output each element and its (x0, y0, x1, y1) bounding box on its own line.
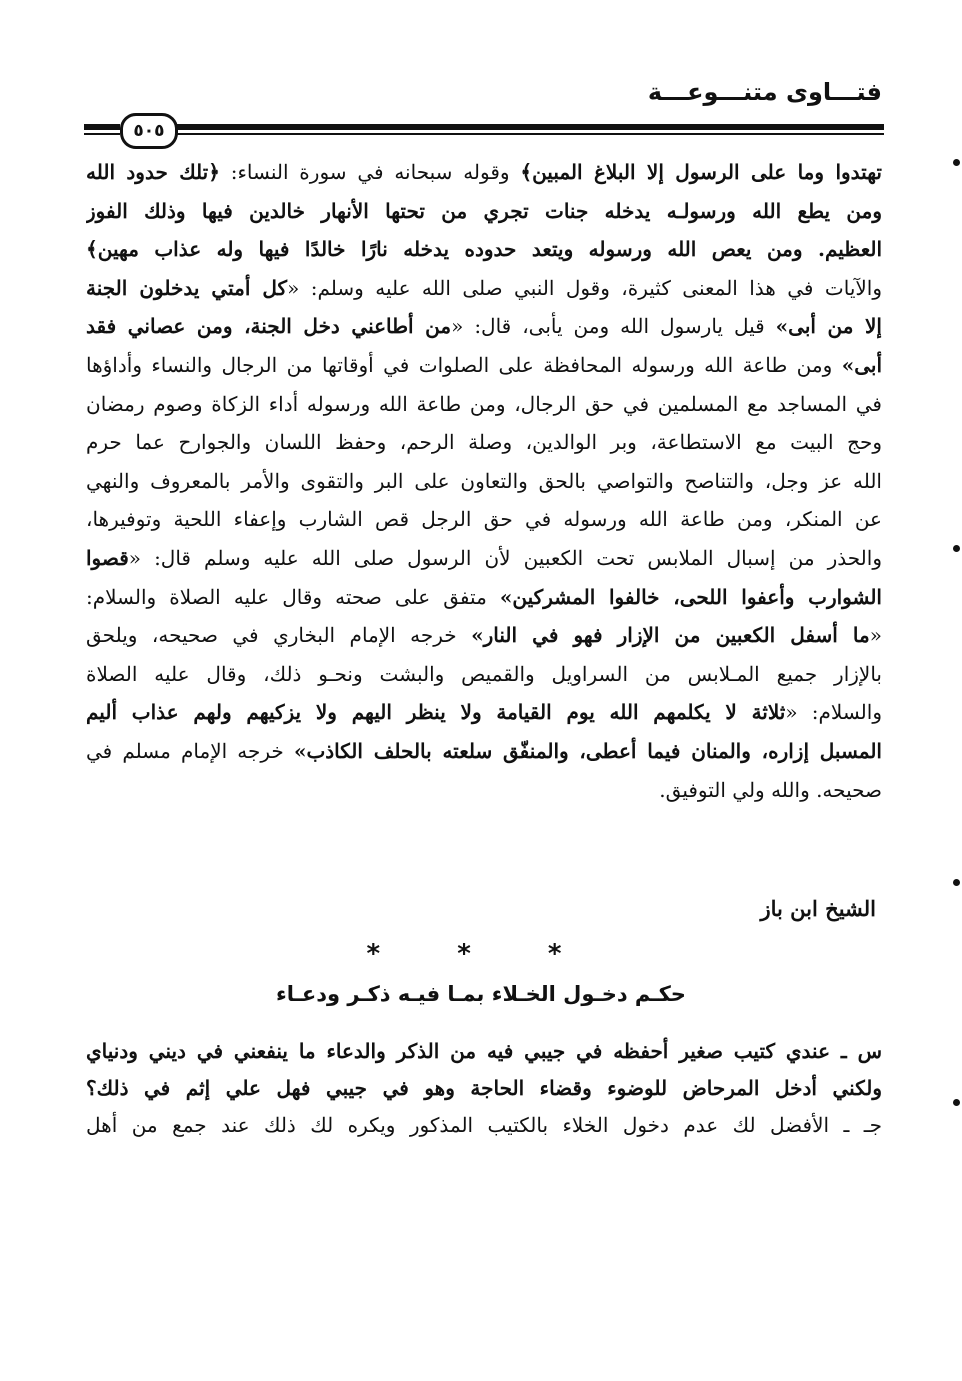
text-segment: وحج البيت مع الاستطاعة، وبر الوالدين، وصلة الرحم، وحفظ اللسان والجوارح عما حرم (86, 430, 882, 455)
header-rule-thick (172, 124, 884, 130)
text-segment: « (869, 623, 882, 648)
text-segment-bold: إلا من أبى» (775, 314, 882, 339)
text-segment-bold: من أطاعني دخل الجنة، ومن عصاني فقد (86, 314, 452, 339)
text-line (86, 1107, 882, 1144)
text-line (86, 385, 882, 424)
margin-dot (953, 159, 960, 166)
text-segment: متفق على صحته وقال عليه الصلاة والسلام: (86, 584, 500, 609)
text-segment-bold: كل أمتي يدخلون الجنة (86, 275, 288, 300)
text-segment: ومن طاعة الله ورسوله المحافظة على الصلوات في أوقاتها من الرجال والنساء وأداؤها (86, 352, 842, 377)
text-line (86, 578, 882, 617)
text-line (86, 192, 882, 231)
text-segment: خرجه الإمام البخاري في صحيحه، ويلحق (86, 623, 472, 648)
text-line (86, 230, 882, 269)
running-title: فتـــاوى متنـــوعـــة (647, 78, 882, 106)
text-line (86, 771, 882, 810)
text-segment: والسلام: « (785, 700, 882, 725)
text-segment-bold: المسبل إزاره، والمنان فيما أعطى، والمنفّق سلعته بالحلف الكاذب» (293, 738, 882, 763)
text-line (86, 732, 882, 771)
text-line (86, 153, 882, 192)
text-segment: قيل يارسول الله ومن يأبى، قال: « (451, 314, 776, 339)
text-segment-bold: ثلاثة لا يكلمهم الله يوم القيامة ولا ينظر اليهم ولا يزكيهم ولهم عذاب أليم (86, 700, 786, 725)
text-segment: عن المنكر، ومن طاعة الله ورسوله في حق الرجل قص الشارب وإعفاء اللحية وتوفيرها، (86, 507, 882, 532)
text-line (86, 500, 882, 539)
text-segment-bold: العظيم. ومن يعص الله ورسوله ويتعد حدوده يدخله نارًا خالدًا فيها وله عذاب مهين﴾ (86, 237, 882, 262)
text-segment: والآيات في هذا المعنى كثيرة، وقول النبي صلى الله عليه وسلم: « (287, 275, 882, 300)
text-segment: جـ ـ الأفضل لك عدم دخول الخلاء بالكتيب المذكور ويكره لك ذلك عند جمع من أهل (86, 1113, 882, 1137)
text-segment: في المساجد مع المسلمين في حق الرجال، ومن طاعة الله ورسوله أداء الزكاة وصوم رمضان (86, 391, 882, 416)
margin-dot (953, 545, 960, 552)
header-rule-thin (172, 133, 884, 135)
text-line (86, 307, 882, 346)
header-rule-left-thick (84, 124, 120, 130)
text-line (86, 616, 882, 655)
header-rule-left-thin (84, 133, 120, 135)
page-number-badge: ٥٠٥ (120, 113, 178, 149)
fatwa-body-text (86, 153, 882, 809)
text-segment-bold: تهتدوا وما على الرسول إلا البلاغ المبين﴾ (520, 160, 882, 184)
text-segment-bold: ﴿تلك حدود الله (86, 160, 220, 184)
text-line (86, 269, 882, 308)
margin-dot (953, 1099, 960, 1106)
text-line (86, 1033, 882, 1070)
text-segment-bold: قصوا (86, 545, 129, 570)
text-segment: وقوله سبحانه في سورة النساء: (219, 160, 521, 184)
text-segment-bold: ما أسفل الكعبين من الإزار فهو في النار» (471, 623, 870, 648)
text-segment-bold: ولكني أدخل المرحاض للوضوء وقضاء الحاجة وهو في جيبي فهل علي إثم في ذلك؟ (86, 1076, 882, 1100)
section-separator-stars: * * * (366, 939, 596, 969)
text-segment: الله عز وجل، والتناصح والتواصي بالحق والتعاون على البر والتقوى والأمر بالمعروف والنهي (86, 468, 882, 493)
text-line (86, 423, 882, 462)
question-answer-text (86, 1033, 882, 1144)
text-segment-bold: الشوارب وأعفوا اللحى، خالفوا المشركين» (499, 584, 882, 609)
text-line (86, 539, 882, 578)
text-segment: بالإزار جميع المـلابس من السراويل والقميص والبشت ونحـو ذلك، وقال عليه الصلاة (86, 661, 882, 686)
text-segment-bold: ومن يطع الله ورسولـه يدخله جنات تجري من تحتها الأنهار خالدين فيها وذلك الفوز (86, 198, 882, 223)
text-segment: صحيحه. والله ولي التوفيق. (659, 777, 882, 802)
text-segment-bold: س ـ عندي كتيب صغير أحفظه في جيبي فيه من الذكر والدعاء ما ينفعني في ديني ودنياي (86, 1039, 882, 1063)
text-segment: خرجه الإمام مسلم في (86, 738, 294, 763)
author-signature: الشيخ ابن باز (760, 896, 876, 921)
text-segment-bold: أبى» (841, 352, 882, 377)
text-line (86, 462, 882, 501)
text-line (86, 346, 882, 385)
text-segment: والحذر من إسبال الملابس تحت الكعبين لأن الرسول صلى الله عليه وسلم قال: « (128, 545, 882, 570)
text-line (86, 693, 882, 732)
text-line (86, 1070, 882, 1107)
text-line (86, 655, 882, 694)
margin-dot (953, 879, 960, 886)
section-title: حكـم دخـول الخـلاء بمـا فيـه ذكـر ودعـاء (276, 982, 686, 1006)
